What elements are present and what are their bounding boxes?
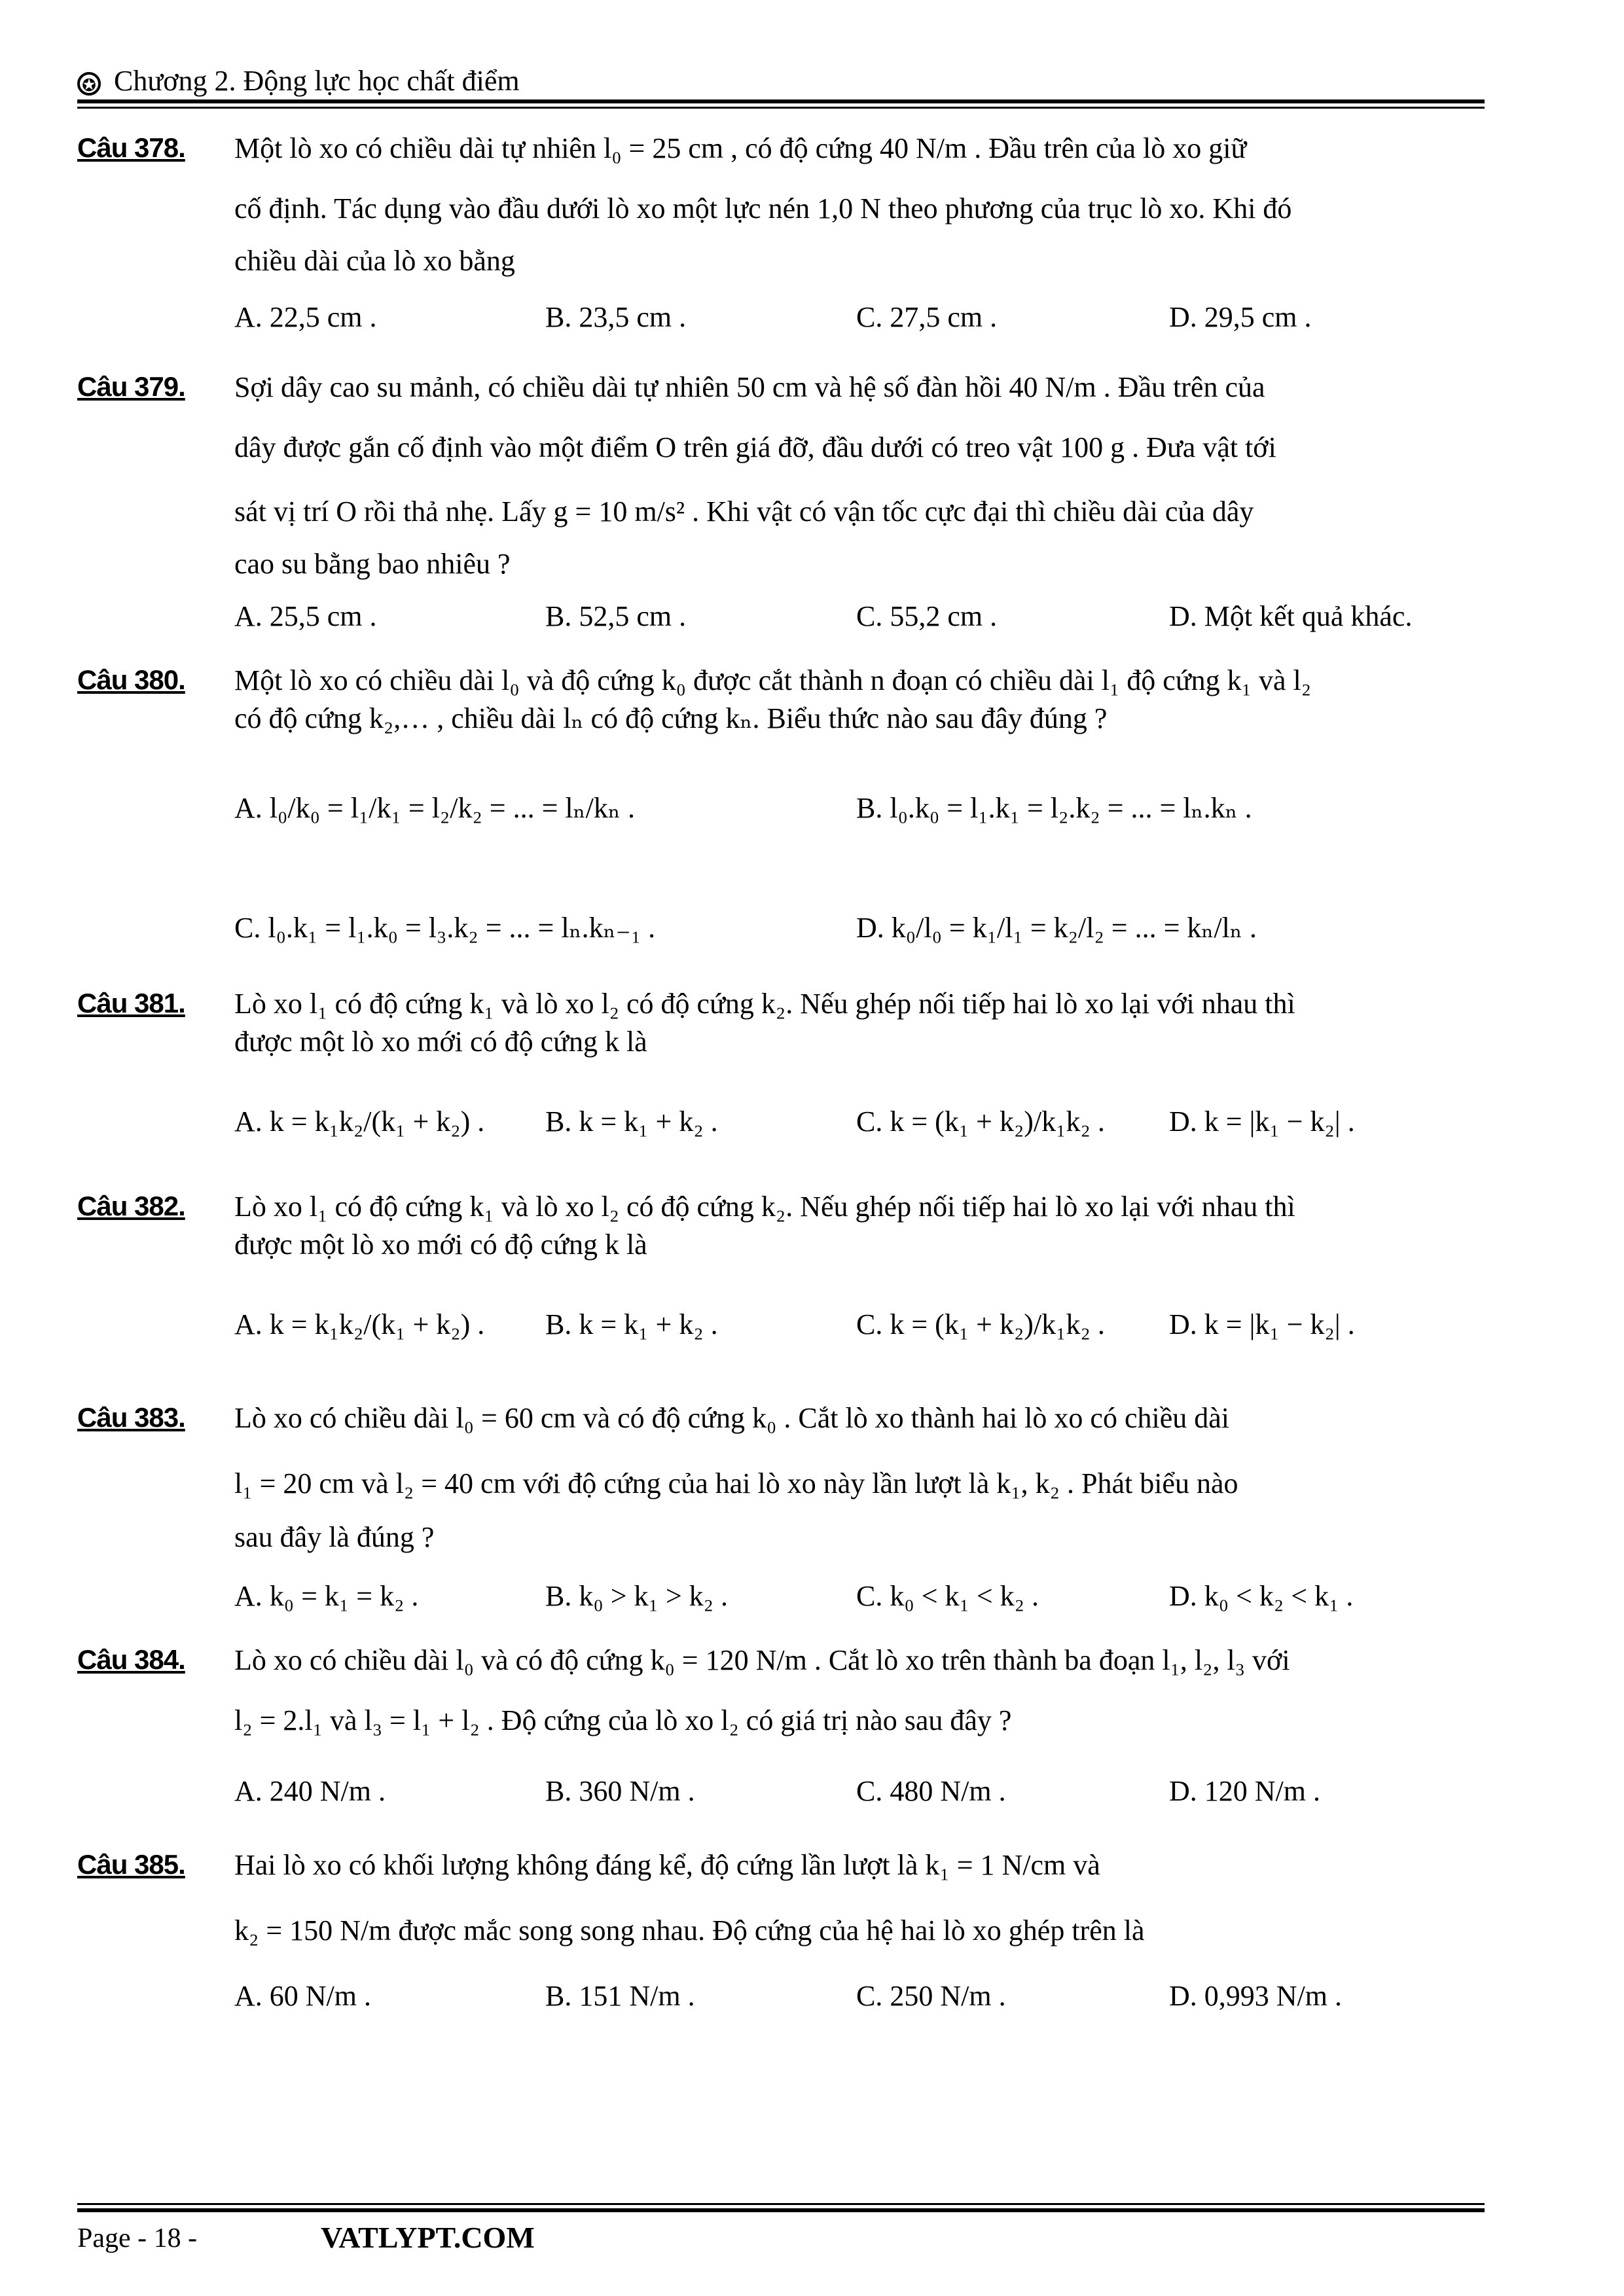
option-d: D. k = |k₁ − k₂| . (1169, 1308, 1355, 1340)
question-number: Câu 383. (77, 1402, 185, 1433)
chapter-title: Chương 2. Động lực học chất điểm (114, 65, 520, 97)
question-number: Câu 385. (77, 1849, 185, 1880)
option-c: C. 27,5 cm . (856, 301, 998, 333)
option-a: A. k = k₁k₂/(k₁ + k₂) . (234, 1308, 485, 1340)
page-number: Page - 18 - (77, 2223, 198, 2253)
question-text-line: có độ cứng k₂,… , chiều dài lₙ có độ cứng kₙ. Biểu thức nào sau đây đúng ? (234, 702, 1108, 734)
question-text-line: cố định. Tác dụng vào đầu dưới lò xo một lực nén 1,0 N theo phương của trục lò xo. Khi đó (234, 192, 1292, 224)
option-a: A. k = k₁k₂/(k₁ + k₂) . (234, 1105, 485, 1138)
question-text-line: Lò xo l₁ có độ cứng k₁ và lò xo l₂ có độ cứng k₂. Nếu ghép nối tiếp hai lò xo lại với nhau thì (234, 988, 1295, 1020)
option-b: B. 52,5 cm . (545, 600, 687, 632)
question-text-line: l₂ = 2.l₁ và l₃ = l₁ + l₂ . Độ cứng của lò xo l₂ có giá trị nào sau đây ? (234, 1704, 1012, 1736)
option-d: D. 29,5 cm . (1169, 301, 1312, 333)
option-d: D. k₀ < k₂ < k₁ . (1169, 1580, 1354, 1612)
question-text-line: được một lò xo mới có độ cứng k là (234, 1026, 647, 1058)
option-b: B. k = k₁ + k₂ . (545, 1105, 718, 1138)
option-c: C. 480 N/m . (856, 1775, 1006, 1807)
question-text-line: được một lò xo mới có độ cứng k là (234, 1229, 647, 1261)
option-c: C. 55,2 cm . (856, 600, 998, 632)
option-b: B. k₀ > k₁ > k₂ . (545, 1580, 728, 1612)
option-c: C. k = (k₁ + k₂)/k₁k₂ . (856, 1308, 1105, 1340)
question-number: Câu 381. (77, 988, 185, 1018)
question-number: Câu 384. (77, 1644, 185, 1675)
question-text-line: Lò xo l₁ có độ cứng k₁ và lò xo l₂ có độ cứng k₂. Nếu ghép nối tiếp hai lò xo lại với nhau thì (234, 1191, 1295, 1223)
question-number: Câu 380. (77, 664, 185, 695)
question-text-line: Một lò xo có chiều dài tự nhiên l₀ = 25 cm , có độ cứng 40 N/m . Đầu trên của lò xo giữ (234, 132, 1247, 164)
question-text-line: l₁ = 20 cm và l₂ = 40 cm với độ cứng của hai lò xo này lần lượt là k₁, k₂ . Phát biểu nào (234, 1467, 1238, 1499)
option-a: A. 240 N/m . (234, 1775, 386, 1807)
footer-rule (77, 2203, 1485, 2212)
question-text-line: sát vị trí O rồi thả nhẹ. Lấy g = 10 m/s² . Khi vật có vận tốc cực đại thì chiều dài của dây (234, 495, 1254, 528)
site-name: VATLYPT.COM (321, 2221, 535, 2254)
option-b: B. 360 N/m . (545, 1775, 695, 1807)
question-text-line: chiều dài của lò xo bằng (234, 245, 515, 277)
question-text-line: k₂ = 150 N/m được mắc song song nhau. Độ cứng của hệ hai lò xo ghép trên là (234, 1914, 1145, 1946)
question-text-line: Một lò xo có chiều dài l₀ và độ cứng k₀ được cắt thành n đoạn có chiều dài l₁ độ cứng k₁ và l₂ (234, 664, 1312, 696)
option-a: A. 60 N/m . (234, 1980, 371, 2012)
question-text-line: sau đây là đúng ? (234, 1521, 435, 1553)
option-d: D. 120 N/m . (1169, 1775, 1320, 1807)
option-b: B. 23,5 cm . (545, 301, 687, 333)
question-text-line: dây được gắn cố định vào một điểm O trên giá đỡ, đầu dưới có treo vật 100 g . Đưa vật tới (234, 431, 1276, 463)
option-a: A. 22,5 cm . (234, 301, 377, 333)
question-text-line: Lò xo có chiều dài l₀ = 60 cm và có độ cứng k₀ . Cắt lò xo thành hai lò xo có chiều dài (234, 1402, 1229, 1434)
option-c: C. 250 N/m . (856, 1980, 1006, 2012)
option-b: B. k = k₁ + k₂ . (545, 1308, 718, 1340)
question-text-line: Hai lò xo có khối lượng không đáng kể, độ cứng lần lượt là k₁ = 1 N/cm và (234, 1849, 1100, 1881)
question-text-line: Sợi dây cao su mảnh, có chiều dài tự nhiên 50 cm và hệ số đàn hồi 40 N/m . Đầu trên của (234, 371, 1265, 403)
option-d: D. 0,993 N/m . (1169, 1980, 1342, 2012)
question-number: Câu 382. (77, 1191, 185, 1221)
option-d: D. k₀/l₀ = k₁/l₁ = k₂/l₂ = ... = kₙ/lₙ . (856, 912, 1257, 944)
header-rule (77, 99, 1485, 109)
option-c: C. l₀.k₁ = l₁.k₀ = l₃.k₂ = ... = lₙ.kₙ₋₁ . (234, 912, 656, 944)
question-text-line: cao su bằng bao nhiêu ? (234, 548, 511, 580)
option-d: D. k = |k₁ − k₂| . (1169, 1105, 1355, 1138)
option-a: A. k₀ = k₁ = k₂ . (234, 1580, 419, 1612)
question-text-line: Lò xo có chiều dài l₀ và có độ cứng k₀ = 120 N/m . Cắt lò xo trên thành ba đoạn l₁, l₂, l₃ với (234, 1644, 1290, 1676)
question-number: Câu 379. (77, 371, 185, 402)
chapter-header (77, 64, 520, 98)
option-a: A. 25,5 cm . (234, 600, 377, 632)
option-b: B. 151 N/m . (545, 1980, 695, 2012)
question-number: Câu 378. (77, 132, 185, 163)
star-icon: ✪ (77, 72, 101, 96)
option-b: B. l₀.k₀ = l₁.k₁ = l₂.k₂ = ... = lₙ.kₙ . (856, 792, 1252, 824)
option-c: C. k = (k₁ + k₂)/k₁k₂ . (856, 1105, 1105, 1138)
option-d: D. Một kết quả khác. (1169, 600, 1413, 632)
option-a: A. l₀/k₀ = l₁/k₁ = l₂/k₂ = ... = lₙ/kₙ . (234, 792, 635, 824)
option-c: C. k₀ < k₁ < k₂ . (856, 1580, 1039, 1612)
